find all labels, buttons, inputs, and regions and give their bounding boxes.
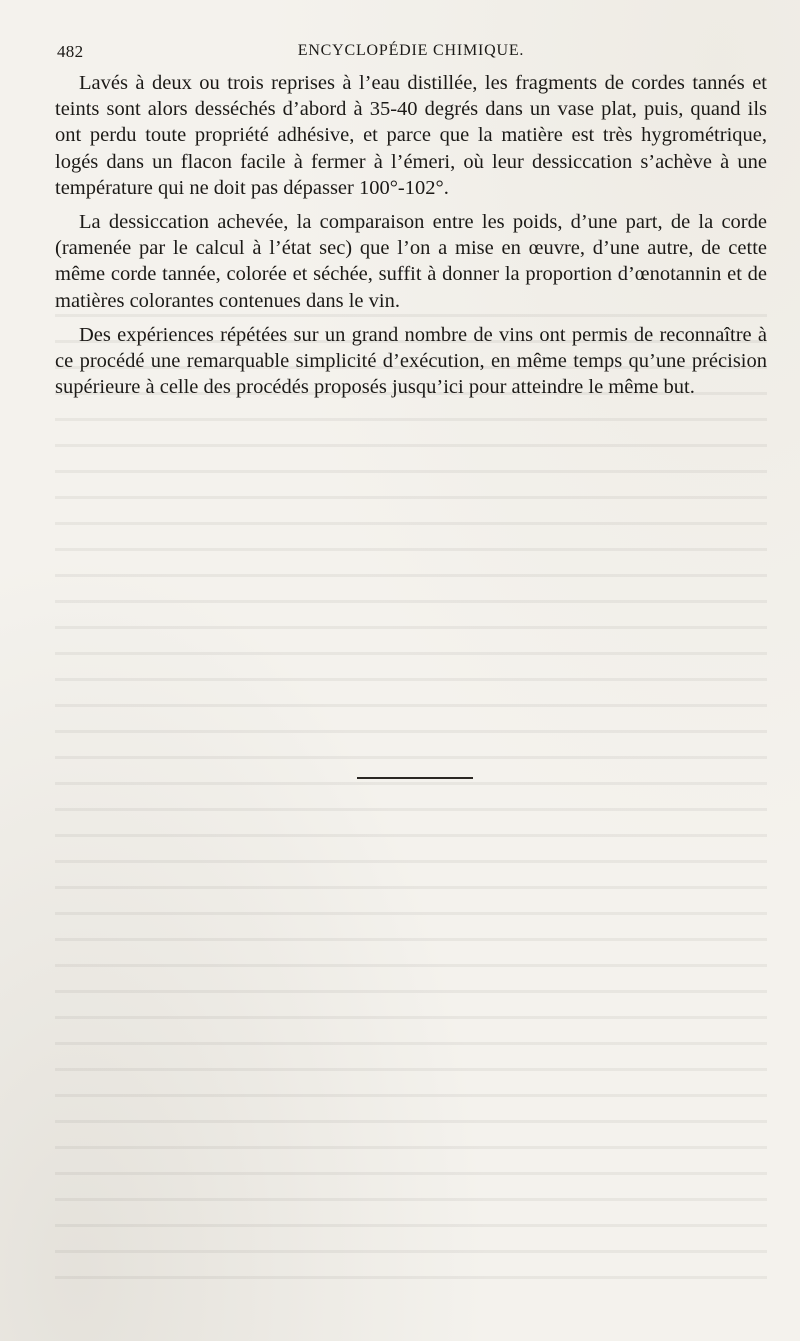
show-through-text	[55, 300, 767, 1300]
page-number: 482	[57, 42, 84, 61]
paragraph: Lavés à deux ou trois reprises à l’eau distillée, les fragments de cordes tannés et teints sont alors desséchés d’abord à 35-40 degrés dans un vase plat, puis, quand ils ont perdu toute propriété adhésive, et parce que la matière est très hygrométrique, logés dans un flacon facile à fermer à l’émeri, où leur dessiccation s’achève à une température qui ne doit pas dépasser 100°-102°.	[55, 72, 767, 199]
running-title: ENCYCLOPÉDIE CHIMIQUE.	[297, 42, 525, 59]
page-header	[57, 42, 765, 68]
paragraph: La dessiccation achevée, la comparaison entre les poids, d’une part, de la corde (ramenée par le calcul à l’état sec) que l’on a mise en œuvre, d’une autre, de cette même corde tannée, colorée et séchée, suffit à donner la proportion d’œnotannin et de matières colorantes contenues dans le vin.	[55, 211, 767, 312]
section-end-rule	[357, 777, 473, 779]
paragraph: Des expériences répétées sur un grand nombre de vins ont permis de reconnaître à ce procédé une remarquable simplicité d’exécution, en même temps qu’une précision supérieure à celle des procédés proposés jusqu’ici pour atteindre le même but.	[55, 323, 767, 399]
body-text	[55, 70, 767, 408]
